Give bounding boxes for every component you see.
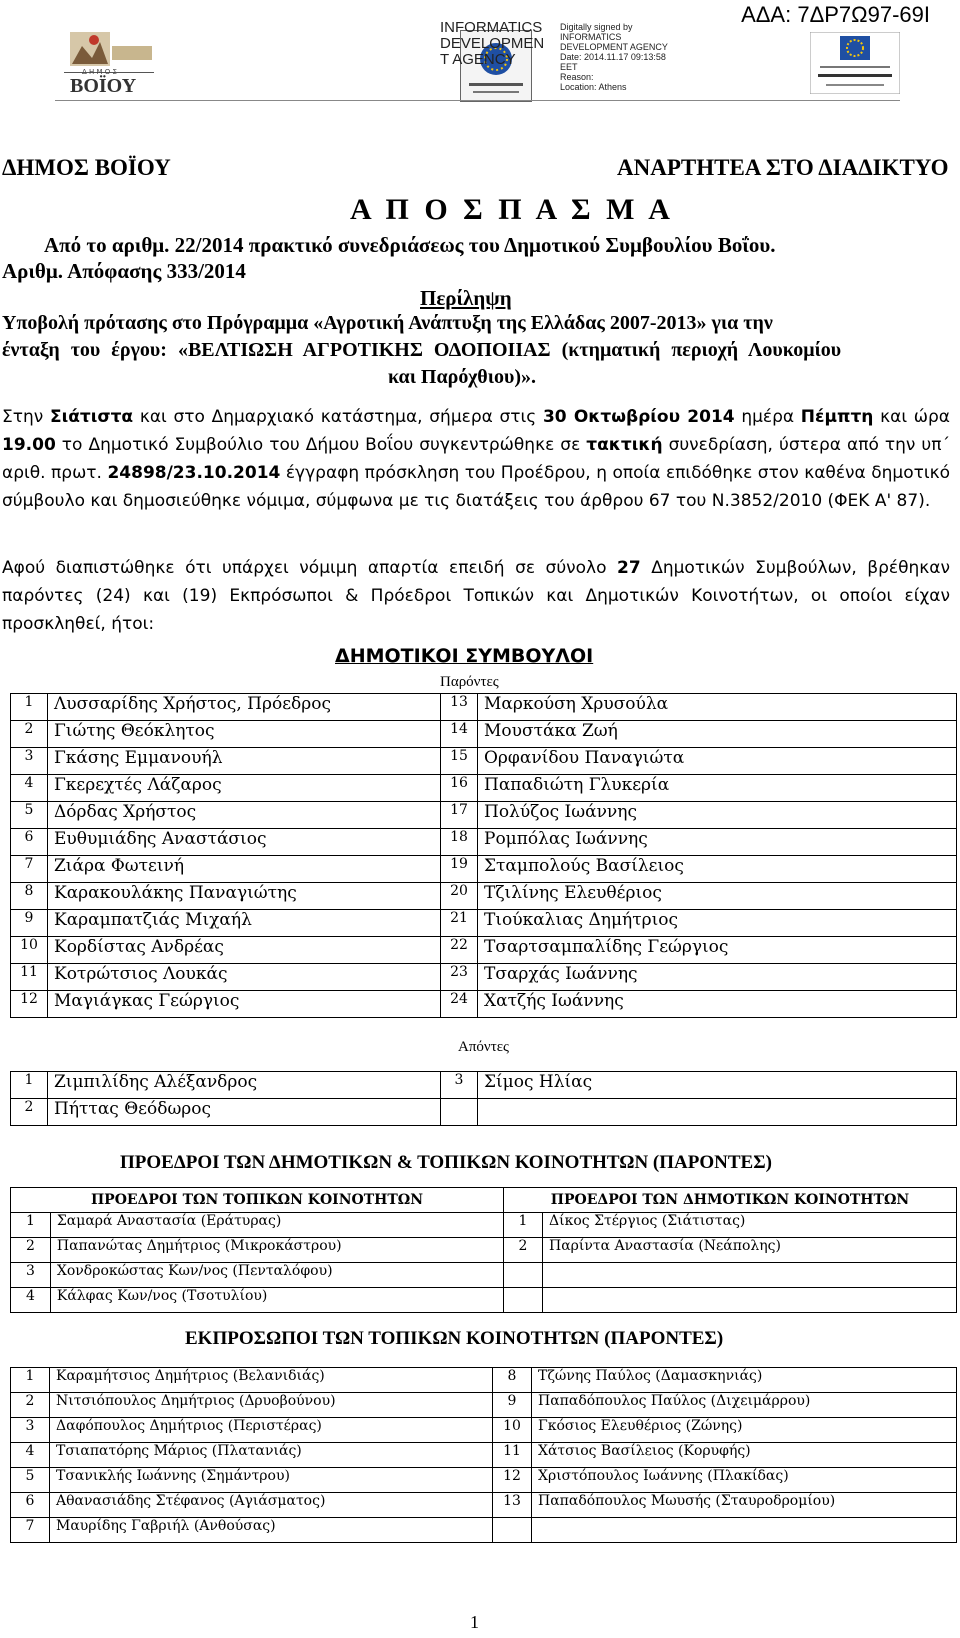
table-row xyxy=(11,910,957,937)
logo-caption: Δ Η Μ Ο Σ xyxy=(82,68,117,76)
local-presidents-header: ΠΡΟΕΔΡΟΙ ΤΩΝ ΤΟΠΙΚΩΝ ΚΟΙΝΟΤΗΤΩΝ xyxy=(11,1188,504,1213)
row-number-cell: 7 xyxy=(11,856,48,883)
row-number-cell: 19 xyxy=(441,856,478,883)
text: το Δημοτικό Συμβούλιο του Δήμου Βοΐου συγκεντρώθηκε σε xyxy=(55,435,587,455)
name-cell xyxy=(478,1099,957,1126)
signature-line: Reason: xyxy=(560,72,594,82)
row-number-cell: 2 xyxy=(11,721,48,748)
row-number-cell: 3 xyxy=(11,748,48,775)
name-cell: Χατζής Ιωάννης xyxy=(478,991,957,1018)
logo-name: ΒΟΪΟΥ xyxy=(70,75,137,97)
table-row xyxy=(11,1368,957,1393)
iso-certificate-icon xyxy=(810,32,900,94)
table-row xyxy=(11,721,957,748)
meeting-day: Πέμπτη xyxy=(800,407,874,427)
presidents-heading: ΠΡΟΕΔΡΟΙ ΤΩΝ ΔΗΜΟΤΙΚΩΝ & ΤΟΠΙΚΩΝ ΚΟΙΝΟΤΗΤΩΝ (ΠΑΡΟΝΤΕΣ) xyxy=(120,1152,772,1173)
name-cell: Τζώνης Παύλος (Δαμασκηνιάς) xyxy=(532,1368,957,1393)
row-number-cell: 18 xyxy=(441,829,478,856)
councillors-heading: ΔΗΜΟΤΙΚΟΙ ΣΥΜΒΟΥΛΟΙ xyxy=(335,645,594,667)
text: Αφού διαπιστώθηκε ότι υπάρχει νόμιμη απαρτία επειδή σε σύνολο xyxy=(2,558,618,578)
row-number-cell: 12 xyxy=(493,1468,532,1493)
row-number-cell: 4 xyxy=(11,1443,50,1468)
row-number-cell: 3 xyxy=(11,1418,50,1443)
name-cell: Τιούκαλιας Δημήτριος xyxy=(478,910,957,937)
row-number-cell: 1 xyxy=(11,1213,51,1238)
table-row xyxy=(11,1288,957,1313)
name-cell: Παπαδόπουλος Παύλος (Διχειμάρρου) xyxy=(532,1393,957,1418)
name-cell: Σίμος Ηλίας xyxy=(478,1072,957,1099)
row-number-cell: 17 xyxy=(441,802,478,829)
row-number-cell: 23 xyxy=(441,964,478,991)
signature-line: Date: 2014.11.17 09:13:58 xyxy=(560,52,666,62)
row-number-cell: 13 xyxy=(441,694,478,721)
present-councillors-table xyxy=(10,693,957,1018)
row-number-cell: 10 xyxy=(493,1418,532,1443)
name-cell: Τσαρχάς Ιωάννης xyxy=(478,964,957,991)
meeting-date: 30 Οκτωβρίου 2014 xyxy=(542,407,735,427)
digital-signature-block xyxy=(440,19,668,95)
row-number-cell: 21 xyxy=(441,910,478,937)
summary-line-2: ένταξη του έργου: «ΒΕΛΤΙΩΣΗ ΑΓΡΟΤΙΚΗΣ ΟΔΟΠΟΙΙΑΣ (κτηματική περιοχή Λουκομίου xyxy=(2,339,842,361)
text: και στο Δημαρχιακό κατάστημα, σήμερα στις xyxy=(133,407,543,427)
text: Δημοτικών Συμβούλων, βρέθηκαν παρόντες (24) και (19) Εκπρόσωποι & Πρόεδροι Τοπικών και Δημοτικών Κοινοτήτων, οι οποίοι είχαν προσκληθεί, ήτοι: xyxy=(2,558,950,634)
row-number-cell: 4 xyxy=(11,775,48,802)
name-cell: Μαρκούση Χρυσούλα xyxy=(478,694,957,721)
document-subtitle: Από το αριθμ. 22/2014 πρακτικό συνεδριάσεως του Δημοτικού Συμβουλίου Βοΐου. xyxy=(44,233,776,257)
row-number-cell: 2 xyxy=(504,1238,543,1263)
name-cell: Παπαδόπουλος Μωυσής (Σταυροδρομίου) xyxy=(532,1493,957,1518)
table-row xyxy=(11,1099,957,1126)
name-cell: Λυσσαρίδης Χρήστος, Πρόεδρος xyxy=(48,694,441,721)
row-number-cell xyxy=(441,1099,478,1126)
name-cell: Σαμαρά Αναστασία (Εράτυρας) xyxy=(50,1213,503,1238)
name-cell: Σταμπολούς Βασίλειος xyxy=(478,856,957,883)
name-cell: Γκόσιος Ελευθέριος (Ζώνης) xyxy=(532,1418,957,1443)
absent-councillors-table xyxy=(10,1071,957,1126)
row-number-cell xyxy=(504,1288,543,1313)
name-cell: Χριστόπουλος Ιωάννης (Πλακίδας) xyxy=(532,1468,957,1493)
text: συνεδρίαση, ύστερα από την υπ΄ αριθ. πρωτ. xyxy=(2,435,950,483)
table-row xyxy=(11,856,957,883)
name-cell: Τσαρτσαμπαλίδης Γεώργιος xyxy=(478,937,957,964)
row-number-cell: 2 xyxy=(11,1238,51,1263)
name-cell: Χάτσιος Βασίλειος (Κορυφής) xyxy=(532,1443,957,1468)
row-number-cell: 8 xyxy=(493,1368,532,1393)
table-row xyxy=(11,1263,957,1288)
row-number-cell: 2 xyxy=(11,1099,48,1126)
name-cell: Καραμήτσιος Δημήτριος (Βελανιδιάς) xyxy=(50,1368,493,1393)
row-number-cell: 14 xyxy=(441,721,478,748)
row-number-cell: 9 xyxy=(11,910,48,937)
summary-label: Περίληψη xyxy=(420,286,512,310)
name-cell: Παπαδιώτη Γλυκερία xyxy=(478,775,957,802)
row-number-cell: 16 xyxy=(441,775,478,802)
presidents-table xyxy=(10,1187,957,1313)
reps-heading: ΕΚΠΡΟΣΩΠΟΙ ΤΩΝ ΤΟΠΙΚΩΝ ΚΟΙΝΟΤΗΤΩΝ (ΠΑΡΟΝΤΕΣ) xyxy=(185,1328,724,1349)
row-number-cell: 8 xyxy=(11,883,48,910)
signature-details xyxy=(560,22,700,92)
meeting-type: τακτική xyxy=(586,435,663,455)
summary-line-3: και Παρόχθιου)». xyxy=(388,366,536,388)
table-row xyxy=(11,991,957,1018)
row-number-cell: 1 xyxy=(11,1072,48,1099)
name-cell xyxy=(532,1518,957,1543)
text: ημέρα xyxy=(734,407,801,427)
table-row xyxy=(11,775,957,802)
municipality-name: ΔΗΜΟΣ ΒΟΪΟΥ xyxy=(2,155,171,180)
total-councillors: 27 xyxy=(617,558,641,578)
name-cell: Πολύζος Ιωάννης xyxy=(478,802,957,829)
table-row xyxy=(11,1393,957,1418)
table-row xyxy=(11,937,957,964)
row-number-cell: 3 xyxy=(11,1263,51,1288)
present-label: Παρόντες xyxy=(440,674,499,690)
name-cell: Ζιμπιλίδης Αλέξανδρος xyxy=(48,1072,441,1099)
row-number-cell: 1 xyxy=(11,694,48,721)
municipality-logo xyxy=(62,28,157,98)
name-cell: Καραμπατζιάς Μιχαήλ xyxy=(48,910,441,937)
text: και ώρα xyxy=(873,407,951,427)
signature-line: Digitally signed by xyxy=(560,22,633,32)
name-cell: Κοτρώτσιος Λουκάς xyxy=(48,964,441,991)
name-cell: Δίκος Στέργιος (Σιάτιστας) xyxy=(543,1213,957,1238)
row-number-cell: 13 xyxy=(493,1493,532,1518)
municipal-presidents-header: ΠΡΟΕΔΡΟΙ ΤΩΝ ΔΗΜΟΤΙΚΩΝ ΚΟΙΝΟΤΗΤΩΝ xyxy=(504,1188,957,1213)
document-title: Α Π Ο Σ Π Α Σ Μ Α xyxy=(350,193,674,226)
name-cell: Αθανασιάδης Στέφανος (Αγιάσματος) xyxy=(50,1493,493,1518)
name-cell: Παρίντα Αναστασία (Νεάπολης) xyxy=(543,1238,957,1263)
name-cell xyxy=(543,1263,957,1288)
header-divider xyxy=(55,100,900,101)
table-row xyxy=(11,1493,957,1518)
name-cell: Ευθυμιάδης Αναστάσιος xyxy=(48,829,441,856)
table-row xyxy=(11,802,957,829)
table-row xyxy=(11,694,957,721)
text: έγγραφη πρόσκληση του Προέδρου, η οποία επιδόθηκε στον καθένα δημοτικό σύμβουλο και δημοσιεύθηκε νόμιμα, σύμφωνα με τις διατάξεις του άρθρου 67 του Ν.3852/2010 (ΦΕΚ Α' 87). xyxy=(2,463,951,511)
meeting-city: Σιάτιστα xyxy=(49,407,134,427)
summary-line-1: Υποβολή πρότασης στο Πρόγραμμα «Αγροτική Ανάπτυξη της Ελλάδας 2007-2013» για την xyxy=(2,312,773,334)
name-cell: Παπανώτας Δημήτριος (Μικροκάστρου) xyxy=(50,1238,503,1263)
name-cell: Ορφανίδου Παναγιώτα xyxy=(478,748,957,775)
name-cell xyxy=(543,1288,957,1313)
row-number-cell: 6 xyxy=(11,1493,50,1518)
row-number-cell: 22 xyxy=(441,937,478,964)
name-cell: Γιώτης Θεόκλητος xyxy=(48,721,441,748)
absent-label: Απόντες xyxy=(458,1039,509,1055)
row-number-cell: 1 xyxy=(504,1213,543,1238)
name-cell: Πήττας Θεόδωρος xyxy=(48,1099,441,1126)
name-cell: Μαγιάγκας Γεώργιος xyxy=(48,991,441,1018)
name-cell: Ρομπόλας Ιωάννης xyxy=(478,829,957,856)
meeting-paragraph xyxy=(2,403,950,515)
row-number-cell: 11 xyxy=(493,1443,532,1468)
table-row xyxy=(11,883,957,910)
signature-line: Location: Athens xyxy=(560,82,627,92)
name-cell: Κορδίστας Ανδρέας xyxy=(48,937,441,964)
representatives-table xyxy=(10,1367,957,1543)
name-cell: Μουστάκα Ζωή xyxy=(478,721,957,748)
table-header-row xyxy=(11,1188,957,1213)
signature-line: EET xyxy=(560,62,578,72)
row-number-cell xyxy=(493,1518,532,1543)
name-cell: Τσιαπατόρης Μάριος (Πλατανιάς) xyxy=(50,1443,493,1468)
row-number-cell: 11 xyxy=(11,964,48,991)
table-row xyxy=(11,1468,957,1493)
page-number: 1 xyxy=(470,1612,479,1632)
table-row xyxy=(11,829,957,856)
name-cell: Δαφόπουλος Δημήτριος (Περιστέρας) xyxy=(50,1418,493,1443)
table-row xyxy=(11,1418,957,1443)
name-cell: Τσανικλής Ιωάννης (Σημάντρου) xyxy=(50,1468,493,1493)
invitation-ref: 24898/23.10.2014 xyxy=(107,463,281,483)
table-row xyxy=(11,1518,957,1543)
name-cell: Κάλφας Κων/νος (Τσοτυλίου) xyxy=(50,1288,503,1313)
table-row xyxy=(11,1238,957,1263)
row-number-cell: 24 xyxy=(441,991,478,1018)
text: Στην xyxy=(2,407,50,427)
row-number-cell: 3 xyxy=(441,1072,478,1099)
table-row xyxy=(11,1072,957,1099)
name-cell: Τζιλίνης Ελευθέριος xyxy=(478,883,957,910)
row-number-cell: 20 xyxy=(441,883,478,910)
row-number-cell: 1 xyxy=(11,1368,50,1393)
name-cell: Γκάσης Εμμανουήλ xyxy=(48,748,441,775)
publish-note: ΑΝΑΡΤΗΤΕΑ ΣΤΟ ΔΙΑΔΙΚΤΥΟ xyxy=(617,155,949,180)
table-row xyxy=(11,964,957,991)
signer-name: INFORMATICS DEVELOPMEN T AGENCY xyxy=(440,19,545,68)
row-number-cell: 5 xyxy=(11,802,48,829)
ada-code: ΑΔΑ: 7ΔΡ7Ω97-69Ι xyxy=(741,2,930,27)
name-cell: Χονδροκώστας Κων/νος (Πενταλόφου) xyxy=(50,1263,503,1288)
row-number-cell: 6 xyxy=(11,829,48,856)
row-number-cell: 4 xyxy=(11,1288,51,1313)
row-number-cell: 10 xyxy=(11,937,48,964)
quorum-paragraph xyxy=(2,554,950,638)
signature-line: INFORMATICS xyxy=(560,32,622,42)
row-number-cell: 2 xyxy=(11,1393,50,1418)
decision-number: Αριθμ. Απόφασης 333/2014 xyxy=(2,259,246,283)
name-cell: Καρακουλάκης Παναγιώτης xyxy=(48,883,441,910)
name-cell: Νιτσιόπουλος Δημήτριος (Δρυοβούνου) xyxy=(50,1393,493,1418)
row-number-cell: 7 xyxy=(11,1518,50,1543)
table-row xyxy=(11,1443,957,1468)
row-number-cell: 9 xyxy=(493,1393,532,1418)
row-number-cell: 15 xyxy=(441,748,478,775)
row-number-cell: 12 xyxy=(11,991,48,1018)
row-number-cell xyxy=(504,1263,543,1288)
row-number-cell: 5 xyxy=(11,1468,50,1493)
name-cell: Δόρδας Χρήστος xyxy=(48,802,441,829)
meeting-time: 19.00 xyxy=(2,435,56,455)
table-row xyxy=(11,748,957,775)
name-cell: Ζιάρα Φωτεινή xyxy=(48,856,441,883)
table-row xyxy=(11,1213,957,1238)
name-cell: Γκερεχτές Λάζαρος xyxy=(48,775,441,802)
signature-line: DEVELOPMENT AGENCY xyxy=(560,42,668,52)
name-cell: Μαυρίδης Γαβριήλ (Ανθούσας) xyxy=(50,1518,493,1543)
